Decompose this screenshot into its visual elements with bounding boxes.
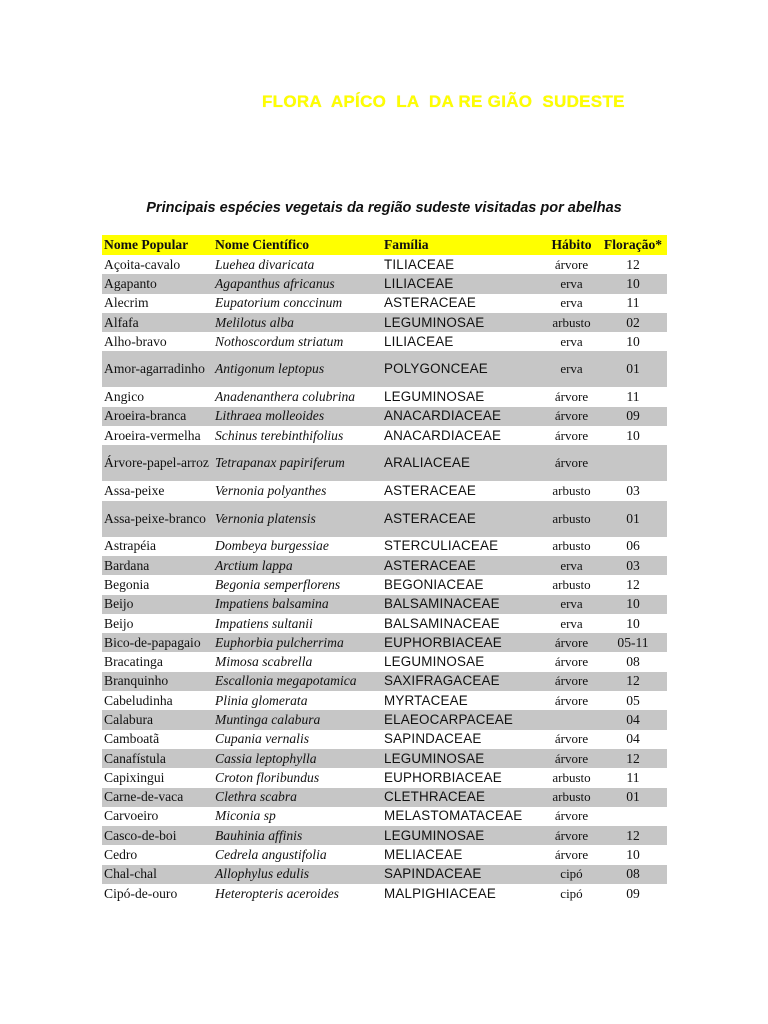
cell-nome-cientifico: Croton floribundus: [213, 768, 382, 787]
cell-nome-cientifico: Lithraea molleoides: [213, 407, 382, 426]
cell-nome-popular: Agapanto: [102, 274, 213, 293]
table-body: [102, 255, 667, 903]
cell-familia: ASTERACEAE: [382, 501, 544, 537]
table-row: [102, 407, 667, 426]
cell-nome-cientifico: Melilotus alba: [213, 313, 382, 332]
cell-floracao: 12: [599, 575, 667, 594]
cell-habito: arbusto: [544, 537, 599, 556]
cell-habito: arbusto: [544, 313, 599, 332]
table-row: [102, 652, 667, 671]
cell-floracao: 03: [599, 556, 667, 575]
document-title: FLORA APÍCO LA DA RE GIÃO SUDESTE: [262, 92, 625, 111]
header-familia: Família: [382, 235, 544, 255]
cell-familia: STERCULIACEAE: [382, 537, 544, 556]
table-row: [102, 595, 667, 614]
cell-nome-popular: Camboatã: [102, 730, 213, 749]
cell-familia: TILIACEAE: [382, 255, 544, 274]
cell-nome-cientifico: Cedrela angustifolia: [213, 845, 382, 864]
cell-nome-cientifico: Miconia sp: [213, 807, 382, 826]
cell-nome-popular: Casco-de-boi: [102, 826, 213, 845]
header-floracao: Floração*: [599, 235, 667, 255]
cell-nome-popular: Assa-peixe: [102, 481, 213, 500]
cell-habito: árvore: [544, 652, 599, 671]
cell-nome-popular: Capixingui: [102, 768, 213, 787]
cell-familia: CLETHRACEAE: [382, 788, 544, 807]
cell-nome-cientifico: Dombeya burgessiae: [213, 537, 382, 556]
cell-nome-cientifico: Euphorbia pulcherrima: [213, 633, 382, 652]
species-table: [102, 235, 667, 903]
cell-floracao: 10: [599, 274, 667, 293]
cell-nome-popular: Assa-peixe-branco: [102, 501, 213, 537]
cell-nome-popular: Cedro: [102, 845, 213, 864]
cell-nome-popular: Bico-de-papagaio: [102, 633, 213, 652]
cell-floracao: 03: [599, 481, 667, 500]
cell-nome-popular: Carne-de-vaca: [102, 788, 213, 807]
cell-habito: arbusto: [544, 481, 599, 500]
cell-familia: MYRTACEAE: [382, 691, 544, 710]
cell-nome-cientifico: Bauhinia affinis: [213, 826, 382, 845]
cell-habito: arbusto: [544, 788, 599, 807]
cell-habito: erva: [544, 332, 599, 351]
cell-habito: árvore: [544, 730, 599, 749]
cell-nome-popular: Chal-chal: [102, 865, 213, 884]
table-row: [102, 768, 667, 787]
cell-floracao: [599, 807, 667, 826]
table-row: [102, 255, 667, 274]
cell-familia: LILIACEAE: [382, 274, 544, 293]
cell-nome-popular: Begonia: [102, 575, 213, 594]
cell-nome-cientifico: Cupania vernalis: [213, 730, 382, 749]
cell-habito: erva: [544, 274, 599, 293]
cell-familia: SAXIFRAGACEAE: [382, 672, 544, 691]
cell-nome-popular: Árvore-papel-arroz: [102, 445, 213, 481]
cell-habito: erva: [544, 595, 599, 614]
cell-nome-popular: Canafístula: [102, 749, 213, 768]
table-row: [102, 294, 667, 313]
cell-nome-cientifico: Allophylus edulis: [213, 865, 382, 884]
cell-habito: árvore: [544, 826, 599, 845]
cell-habito: árvore: [544, 407, 599, 426]
table-row: [102, 445, 667, 481]
cell-habito: árvore: [544, 749, 599, 768]
cell-habito: árvore: [544, 387, 599, 406]
table-row: [102, 537, 667, 556]
cell-familia: ANACARDIACEAE: [382, 426, 544, 445]
table-row: [102, 313, 667, 332]
cell-nome-popular: Cipó-de-ouro: [102, 884, 213, 903]
table-row: [102, 730, 667, 749]
cell-nome-cientifico: Mimosa scabrella: [213, 652, 382, 671]
table-row: [102, 788, 667, 807]
cell-familia: ANACARDIACEAE: [382, 407, 544, 426]
cell-habito: árvore: [544, 255, 599, 274]
table-row: [102, 749, 667, 768]
cell-familia: MELASTOMATACEAE: [382, 807, 544, 826]
cell-habito: árvore: [544, 691, 599, 710]
cell-nome-cientifico: Muntinga calabura: [213, 710, 382, 729]
cell-floracao: [599, 445, 667, 481]
cell-nome-cientifico: Clethra scabra: [213, 788, 382, 807]
cell-floracao: 02: [599, 313, 667, 332]
cell-nome-popular: Beijo: [102, 595, 213, 614]
cell-familia: BALSAMINACEAE: [382, 614, 544, 633]
cell-habito: arbusto: [544, 768, 599, 787]
cell-floracao: 11: [599, 294, 667, 313]
cell-floracao: 08: [599, 652, 667, 671]
cell-floracao: 10: [599, 595, 667, 614]
cell-nome-cientifico: Agapanthus africanus: [213, 274, 382, 293]
cell-nome-popular: Cabeludinha: [102, 691, 213, 710]
table-row: [102, 865, 667, 884]
cell-familia: ASTERACEAE: [382, 556, 544, 575]
cell-familia: MALPIGHIACEAE: [382, 884, 544, 903]
cell-habito: cipó: [544, 865, 599, 884]
cell-nome-popular: Carvoeiro: [102, 807, 213, 826]
table-row: [102, 426, 667, 445]
table-row: [102, 274, 667, 293]
cell-familia: LEGUMINOSAE: [382, 313, 544, 332]
cell-familia: LILIACEAE: [382, 332, 544, 351]
table-row: [102, 884, 667, 903]
cell-familia: LEGUMINOSAE: [382, 387, 544, 406]
cell-nome-popular: Bardana: [102, 556, 213, 575]
table-header-row: [102, 235, 667, 255]
cell-floracao: 09: [599, 884, 667, 903]
table-row: [102, 387, 667, 406]
table-row: [102, 633, 667, 652]
table-row: [102, 332, 667, 351]
table-row: [102, 691, 667, 710]
cell-nome-popular: Calabura: [102, 710, 213, 729]
table-row: [102, 481, 667, 500]
cell-nome-cientifico: Antigonum leptopus: [213, 351, 382, 387]
table-row: [102, 807, 667, 826]
cell-nome-popular: Angico: [102, 387, 213, 406]
cell-nome-cientifico: Impatiens balsamina: [213, 595, 382, 614]
table-row: [102, 501, 667, 537]
cell-floracao: 11: [599, 387, 667, 406]
cell-floracao: 12: [599, 749, 667, 768]
cell-nome-cientifico: Vernonia polyanthes: [213, 481, 382, 500]
cell-habito: árvore: [544, 845, 599, 864]
cell-floracao: 05-11: [599, 633, 667, 652]
cell-floracao: 11: [599, 768, 667, 787]
cell-familia: SAPINDACEAE: [382, 865, 544, 884]
table-row: [102, 672, 667, 691]
cell-nome-cientifico: Heteropteris aceroides: [213, 884, 382, 903]
cell-habito: erva: [544, 614, 599, 633]
cell-nome-cientifico: Impatiens sultanii: [213, 614, 382, 633]
table-row: [102, 351, 667, 387]
cell-habito: árvore: [544, 672, 599, 691]
cell-floracao: 04: [599, 730, 667, 749]
cell-floracao: 10: [599, 332, 667, 351]
cell-nome-popular: Alecrim: [102, 294, 213, 313]
cell-familia: BEGONIACEAE: [382, 575, 544, 594]
cell-nome-popular: Aroeira-vermelha: [102, 426, 213, 445]
table-row: [102, 826, 667, 845]
table-row: [102, 556, 667, 575]
table-row: [102, 845, 667, 864]
cell-nome-cientifico: Anadenanthera colubrina: [213, 387, 382, 406]
cell-nome-popular: Alho-bravo: [102, 332, 213, 351]
header-nome-cientifico: Nome Científico: [213, 235, 382, 255]
cell-habito: arbusto: [544, 575, 599, 594]
cell-floracao: 01: [599, 788, 667, 807]
cell-floracao: 01: [599, 501, 667, 537]
cell-familia: BALSAMINACEAE: [382, 595, 544, 614]
cell-familia: ASTERACEAE: [382, 481, 544, 500]
cell-floracao: 12: [599, 255, 667, 274]
cell-nome-popular: Amor-agarradinho: [102, 351, 213, 387]
cell-familia: ELAEOCARPACEAE: [382, 710, 544, 729]
cell-nome-popular: Bracatinga: [102, 652, 213, 671]
cell-floracao: 09: [599, 407, 667, 426]
cell-nome-cientifico: Arctium lappa: [213, 556, 382, 575]
cell-floracao: 10: [599, 614, 667, 633]
cell-habito: árvore: [544, 633, 599, 652]
cell-nome-cientifico: Vernonia platensis: [213, 501, 382, 537]
cell-floracao: 01: [599, 351, 667, 387]
cell-floracao: 04: [599, 710, 667, 729]
cell-familia: SAPINDACEAE: [382, 730, 544, 749]
cell-familia: MELIACEAE: [382, 845, 544, 864]
cell-nome-popular: Branquinho: [102, 672, 213, 691]
cell-nome-cientifico: Schinus terebinthifolius: [213, 426, 382, 445]
header-habito: Hábito: [544, 235, 599, 255]
cell-floracao: 05: [599, 691, 667, 710]
cell-floracao: 06: [599, 537, 667, 556]
cell-nome-cientifico: Plinia glomerata: [213, 691, 382, 710]
cell-habito: erva: [544, 351, 599, 387]
cell-habito: árvore: [544, 426, 599, 445]
cell-nome-cientifico: Escallonia megapotamica: [213, 672, 382, 691]
cell-nome-popular: Aroeira-branca: [102, 407, 213, 426]
cell-nome-cientifico: Begonia semperflorens: [213, 575, 382, 594]
cell-habito: árvore: [544, 445, 599, 481]
cell-floracao: 08: [599, 865, 667, 884]
cell-habito: erva: [544, 294, 599, 313]
cell-floracao: 10: [599, 845, 667, 864]
header-nome-popular: Nome Popular: [102, 235, 213, 255]
table-row: [102, 575, 667, 594]
cell-familia: ASTERACEAE: [382, 294, 544, 313]
cell-nome-cientifico: Luehea divaricata: [213, 255, 382, 274]
cell-nome-cientifico: Nothoscordum striatum: [213, 332, 382, 351]
cell-familia: LEGUMINOSAE: [382, 749, 544, 768]
cell-habito: arbusto: [544, 501, 599, 537]
cell-familia: EUPHORBIACEAE: [382, 633, 544, 652]
cell-nome-cientifico: Eupatorium conccinum: [213, 294, 382, 313]
cell-habito: erva: [544, 556, 599, 575]
table-caption: Principais espécies vegetais da região sudeste visitadas por abelhas: [146, 200, 622, 216]
cell-familia: ARALIACEAE: [382, 445, 544, 481]
cell-familia: EUPHORBIACEAE: [382, 768, 544, 787]
cell-nome-popular: Açoita-cavalo: [102, 255, 213, 274]
table-row: [102, 614, 667, 633]
cell-nome-cientifico: Tetrapanax papiriferum: [213, 445, 382, 481]
cell-habito: [544, 710, 599, 729]
cell-familia: LEGUMINOSAE: [382, 826, 544, 845]
cell-nome-popular: Beijo: [102, 614, 213, 633]
cell-nome-popular: Alfafa: [102, 313, 213, 332]
cell-floracao: 12: [599, 826, 667, 845]
cell-familia: LEGUMINOSAE: [382, 652, 544, 671]
cell-floracao: 12: [599, 672, 667, 691]
cell-nome-cientifico: Cassia leptophylla: [213, 749, 382, 768]
cell-floracao: 10: [599, 426, 667, 445]
cell-familia: POLYGONCEAE: [382, 351, 544, 387]
cell-habito: cipó: [544, 884, 599, 903]
cell-nome-popular: Astrapéia: [102, 537, 213, 556]
cell-habito: árvore: [544, 807, 599, 826]
table-row: [102, 710, 667, 729]
